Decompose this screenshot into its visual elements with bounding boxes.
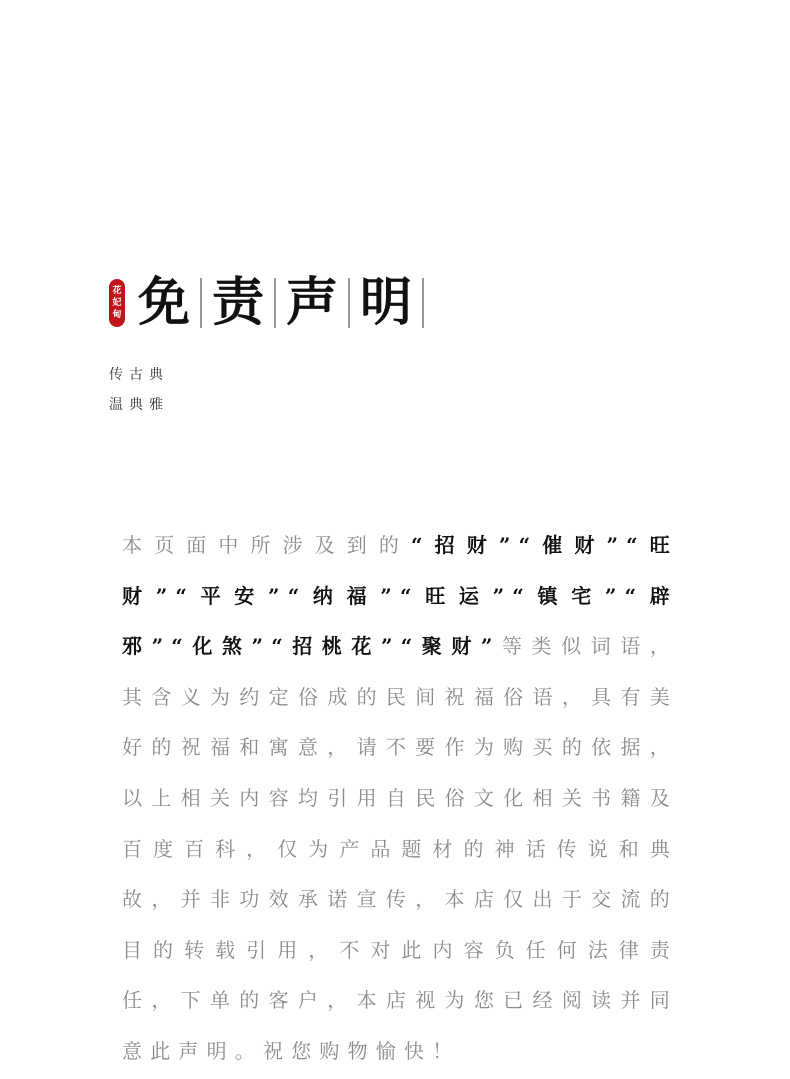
title-char: 声 [285,272,338,333]
keyword: “旺财” [122,533,678,608]
keyword: “纳福” [287,583,400,608]
title-divider [200,278,202,328]
keyword: “聚财” [400,634,501,659]
disclaimer-paragraph [122,520,678,1077]
subtitle-line: 传古典 [109,367,169,383]
seal-char: 妃 [112,298,122,308]
seal-char: 甸 [112,310,122,320]
page-title [134,272,430,334]
disclaimer-lead: 本页面中所涉及到的 [122,533,412,557]
disclaimer-rest: 等类似词语，其含义为约定俗成的民间祝福俗语，具有美好的祝福和寓意，请不要作为购买的依据，以上相关内容均引用自民俗文化相关书籍及百度百科，仅为产品题材的神话传说和典故，并非功效承诺宣传，本店仅出于交流的目的转载引用，不对此内容负任何法律责任，下单的客户，本店视为您已经阅读并同意此声明。祝您购物愉快！ [122,634,679,1063]
keyword: “招桃花” [271,634,401,659]
keyword: “催财” [518,533,627,557]
title-divider [274,278,276,328]
keyword: “平安” [175,583,288,608]
title-char: 责 [211,272,264,333]
seal-char: 花 [112,286,122,296]
subtitle-line: 温典雅 [109,397,169,413]
keyword: “化煞” [171,634,272,659]
keyword: “镇宅” [512,583,625,608]
title-char: 免 [137,272,190,333]
keyword: “招财” [411,533,519,557]
title-row [109,272,430,334]
brand-seal [109,279,125,327]
title-divider [422,278,424,328]
title-divider [348,278,350,328]
keyword: “辟邪” [122,583,678,659]
keyword: “旺运” [400,583,513,608]
title-char: 明 [359,272,412,333]
